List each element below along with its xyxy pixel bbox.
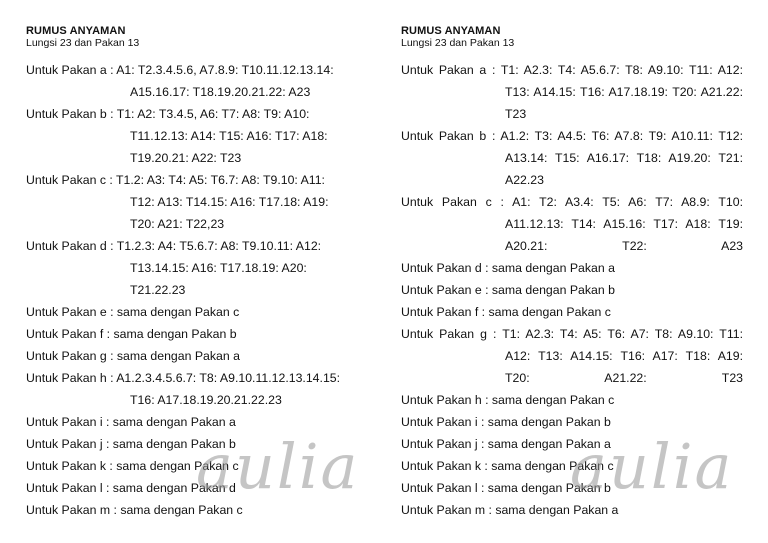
formula-line <box>401 191 743 213</box>
formula-text: Untuk Pakan g : T1: A2.3: T4: A5: T6: A7: T8: A9.10: T11: <box>401 327 743 341</box>
formula-list <box>401 59 743 521</box>
formula-entry <box>26 367 371 411</box>
formula-text: T23 <box>505 107 527 121</box>
formula-text: T12: A13: T14.15: A16: T17.18: A19: <box>130 195 329 209</box>
formula-entry <box>26 345 371 367</box>
formula-entry <box>26 103 371 169</box>
formula-line <box>401 433 743 455</box>
formula-continuation <box>26 147 371 169</box>
formula-continuation <box>26 257 371 279</box>
formula-text: Untuk Pakan h : A1.2.3.4.5.6.7: T8: A9.10.11.12.13.14.15: <box>26 371 341 385</box>
formula-text: Untuk Pakan b : T1: A2: T3.4.5, A6: T7: A8: T9: A10: <box>26 107 310 121</box>
formula-continuation <box>26 125 371 147</box>
formula-line <box>401 499 743 521</box>
formula-text: Untuk Pakan j : sama dengan Pakan a <box>401 437 611 451</box>
formula-text: Untuk Pakan k : sama dengan Pakan c <box>26 459 239 473</box>
formula-line <box>401 389 743 411</box>
formula-text: Untuk Pakan g : sama dengan Pakan a <box>26 349 240 363</box>
formula-continuation <box>401 81 743 103</box>
formula-entry <box>401 389 743 411</box>
formula-line <box>401 411 743 433</box>
formula-line <box>26 235 371 257</box>
formula-entry <box>26 59 371 103</box>
formula-entry <box>401 191 743 257</box>
formula-text: Untuk Pakan a : A1: T2.3.4.5.6, A7.8.9: T10.11.12.13.14: <box>26 63 334 77</box>
formula-text: Untuk Pakan f : sama dengan Pakan b <box>26 327 237 341</box>
formula-text: Untuk Pakan a : T1: A2.3: T4: A5.6.7: T8: A9.10: T11: A12: <box>401 63 743 77</box>
formula-line <box>401 455 743 477</box>
right-column <box>401 25 743 521</box>
formula-continuation <box>401 345 743 367</box>
formula-entry <box>401 499 743 521</box>
formula-text: Untuk Pakan i : sama dengan Pakan b <box>401 415 611 429</box>
formula-text: Untuk Pakan l : sama dengan Pakan d <box>26 481 236 495</box>
formula-line <box>26 169 371 191</box>
formula-continuation <box>401 235 743 257</box>
formula-line <box>401 323 743 345</box>
page-subtitle: Lungsi 23 dan Pakan 13 <box>26 37 140 49</box>
formula-line <box>401 125 743 147</box>
formula-text: Untuk Pakan j : sama dengan Pakan b <box>26 437 236 451</box>
formula-continuation <box>26 279 371 301</box>
formula-line <box>401 477 743 499</box>
formula-text: Untuk Pakan d : T1.2.3: A4: T5.6.7: A8: T9.10.11: A12: <box>26 239 322 253</box>
formula-text: Untuk Pakan e : sama dengan Pakan c <box>26 305 240 319</box>
formula-text: T16: A17.18.19.20.21.22.23 <box>130 393 282 407</box>
formula-line <box>26 433 371 455</box>
formula-line <box>401 279 743 301</box>
page-subtitle: Lungsi 23 dan Pakan 13 <box>401 37 515 49</box>
formula-text: Untuk Pakan m : sama dengan Pakan c <box>26 503 243 517</box>
formula-text: Untuk Pakan h : sama dengan Pakan c <box>401 393 615 407</box>
formula-text: A20.21: T22: A23 <box>505 239 743 253</box>
formula-text: Untuk Pakan e : sama dengan Pakan b <box>401 283 615 297</box>
formula-line <box>26 455 371 477</box>
formula-entry <box>26 477 371 499</box>
formula-text: A12: T13: A14.15: T16: A17: T18: A19: <box>505 349 743 363</box>
formula-entry <box>401 59 743 125</box>
formula-entry <box>401 301 743 323</box>
formula-continuation <box>401 213 743 235</box>
formula-text: T13.14.15: A16: T17.18.19: A20: <box>130 261 307 275</box>
formula-line <box>26 477 371 499</box>
formula-continuation <box>26 81 371 103</box>
formula-text: T21.22.23 <box>130 283 186 297</box>
left-column <box>26 25 371 521</box>
formula-line <box>401 301 743 323</box>
formula-entry <box>26 301 371 323</box>
formula-entry <box>26 433 371 455</box>
formula-text: A11.12.13: T14: A15.16: T17: A18: T19: <box>505 217 743 231</box>
formula-continuation <box>26 191 371 213</box>
formula-text: Untuk Pakan c : A1: T2: A3.4: T5: A6: T7: A8.9: T10: <box>401 195 743 209</box>
formula-continuation <box>26 389 371 411</box>
formula-continuation <box>401 169 743 191</box>
formula-line <box>26 323 371 345</box>
formula-entry <box>26 499 371 521</box>
formula-entry <box>26 169 371 235</box>
formula-text: T11.12.13: A14: T15: A16: T17: A18: <box>130 129 328 143</box>
formula-line <box>26 103 371 125</box>
formula-text: T20: A21.22: T23 <box>505 371 743 385</box>
formula-line <box>26 345 371 367</box>
formula-entry <box>401 433 743 455</box>
formula-text: Untuk Pakan d : sama dengan Pakan a <box>401 261 615 275</box>
formula-text: A15.16.17: T18.19.20.21.22: A23 <box>130 85 311 99</box>
formula-entry <box>401 455 743 477</box>
formula-text: Untuk Pakan b : A1.2: T3: A4.5: T6: A7.8: T9: A10.11: T12: <box>401 129 743 143</box>
formula-text: Untuk Pakan l : sama dengan Pakan b <box>401 481 611 495</box>
page-title: RUMUS ANYAMAN <box>26 25 126 37</box>
formula-entry <box>26 411 371 433</box>
formula-text: T19.20.21: A22: T23 <box>130 151 242 165</box>
formula-continuation <box>401 103 743 125</box>
formula-line <box>401 257 743 279</box>
formula-line <box>26 499 371 521</box>
formula-entry <box>401 257 743 279</box>
watermark: aulia <box>570 430 734 503</box>
formula-line <box>26 301 371 323</box>
formula-text: Untuk Pakan i : sama dengan Pakan a <box>26 415 236 429</box>
watermark: aulia <box>196 430 360 503</box>
formula-entry <box>401 125 743 191</box>
formula-entry <box>401 477 743 499</box>
formula-text: Untuk Pakan c : T1.2: A3: T4: A5: T6.7: A8: T9.10: A11: <box>26 173 325 187</box>
formula-continuation <box>401 147 743 169</box>
formula-text: Untuk Pakan k : sama dengan Pakan c <box>401 459 614 473</box>
formula-text: A13.14: T15: A16.17: T18: A19.20: T21: <box>505 151 743 165</box>
formula-line <box>26 367 371 389</box>
page-title: RUMUS ANYAMAN <box>401 25 501 37</box>
formula-continuation <box>401 367 743 389</box>
formula-entry <box>401 279 743 301</box>
formula-entry <box>26 235 371 301</box>
formula-line <box>401 59 743 81</box>
formula-entry <box>401 323 743 389</box>
formula-text: A22.23 <box>505 173 544 187</box>
formula-continuation <box>26 213 371 235</box>
formula-entry <box>26 323 371 345</box>
formula-text: Untuk Pakan m : sama dengan Pakan a <box>401 503 619 517</box>
formula-line <box>26 411 371 433</box>
formula-text: T20: A21: T22,23 <box>130 217 225 231</box>
formula-text: Untuk Pakan f : sama dengan Pakan c <box>401 305 611 319</box>
formula-list <box>26 59 371 521</box>
formula-entry <box>401 411 743 433</box>
formula-text: T13: A14.15: T16: A17.18.19: T20: A21.22: <box>505 85 743 99</box>
formula-line <box>26 59 371 81</box>
formula-entry <box>26 455 371 477</box>
